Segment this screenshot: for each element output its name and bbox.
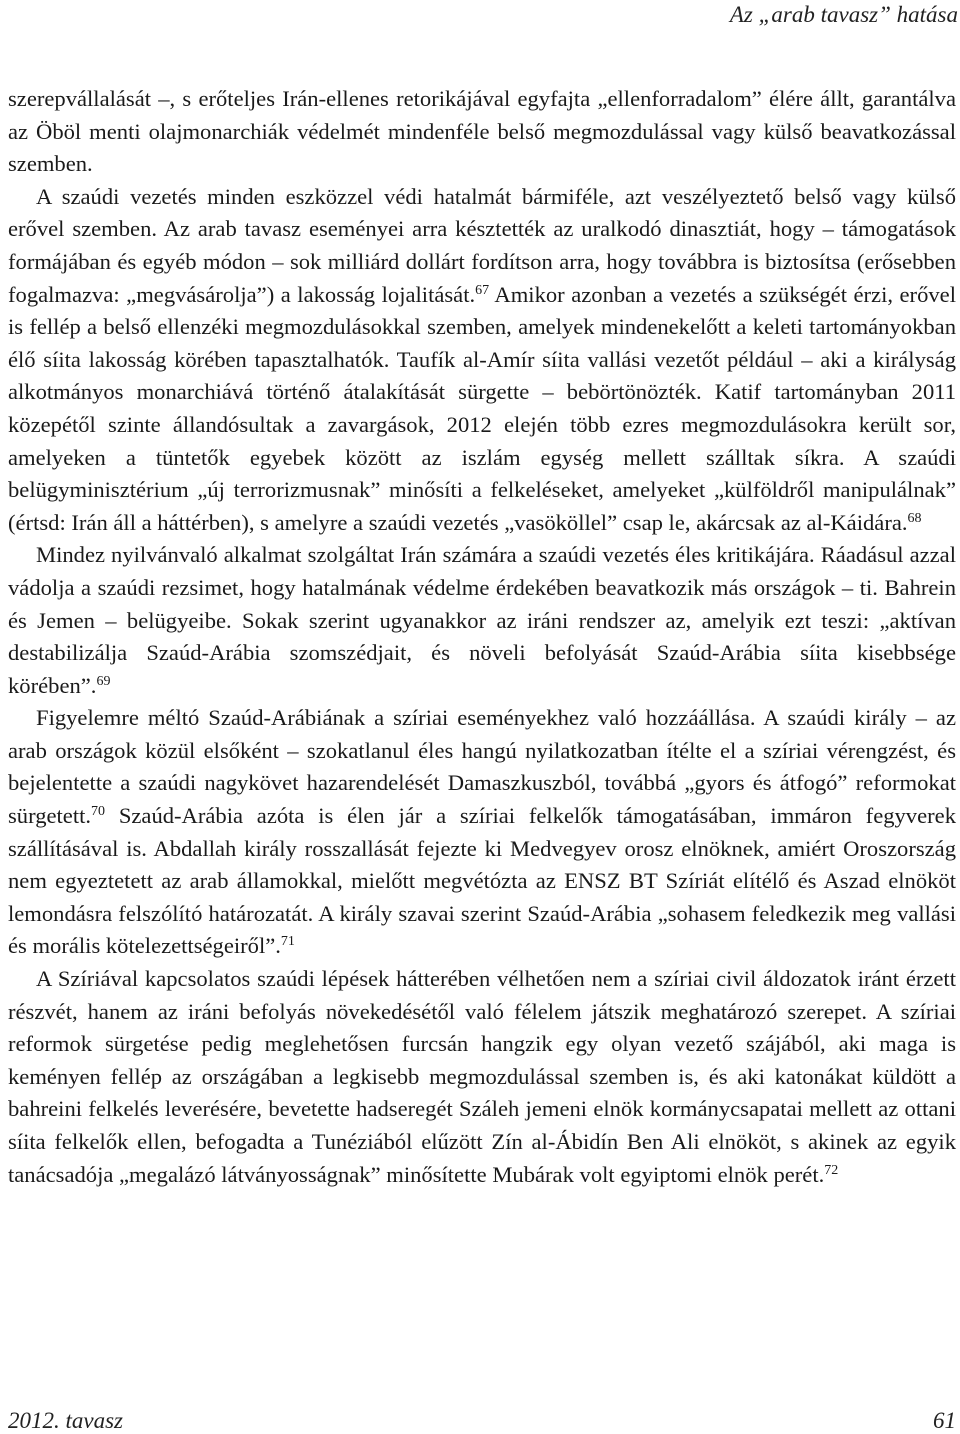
paragraph-text: Mindez nyilvánvaló alkalmat szolgáltat Irán számára a szaúdi vezetés éles kritikájára. Ráadásul azzal vádolja a szaúdi rezsimet, hogy hatalmának védelme érdekében beavatkozik más országok – ti. Bahrein és Jemen – belügyeibe. Sokak szerint ugyanakkor az iráni rendszer az, amelyik ezt teszi: „aktívan destabilizálja Szaúd-Arábia szomszédjait, és növeli befolyását Szaúd-Arábia síita kisebbsége körében”. xyxy=(8,542,956,698)
paragraph-text: Amikor azonban a vezetés a szükségét érzi, erővel is fellép a belső ellenzéki megmozdulásokkal szemben, amelyek mindenekelőtt a keleti tartományokban élő síita lakosság körében tapasztalhatók. Taufík al-Amír síita vallási vezetőt például – aki a királyság alkotmányos monarchiává történő átalakítását sürgette – bebörtönözték. Katif tartományban 2011 közepétől szinte állandósultak a zavargások, 2012 elején több ezres megmozdulásokra került sor, amelyeken a tüntetők egyebek között az iszlám egység mellett szálltak síkra. A szaúdi belügyminisztérium „új terrorizmusnak” minősíti a felkeléseket, amelyeket „külföldről manipulálnak” (értsd: Irán áll a háttérben), s amelyre a szaúdi vezetés „vasököllel” csap le, akárcsak az al-Káidára. xyxy=(8,281,956,535)
footnote-ref: 70 xyxy=(91,804,106,820)
paragraph xyxy=(8,963,956,1191)
paragraph xyxy=(8,539,956,702)
footnote-ref: 72 xyxy=(824,1162,839,1178)
paragraph-text: Figyelemre méltó Szaúd-Arábiának a szíriai eseményekhez való hozzáállása. A szaúdi király – az arab országok közül elsőként – szokatlanul éles hangú nyilatkozatban ítélte el a szíriai vérengzést, és bejelentette a szaúdi nagykövet hazarendelését Damaszkuszból, továbbá „gyors és átfogó” reformokat sürgetett. xyxy=(8,705,956,829)
paragraph xyxy=(8,83,956,181)
paragraph xyxy=(8,702,956,963)
body-text xyxy=(8,83,956,1191)
footnote-ref: 68 xyxy=(907,510,922,526)
footnote-ref: 71 xyxy=(280,934,295,950)
paragraph-text: A Szíriával kapcsolatos szaúdi lépések hátterében vélhetően nem a szíriai civil áldozatok iránt érzett részvét, hanem az iráni befolyás növekedésétől való félelem játszik meghatározó szerepet. A szíriai reformok sürgetése pedig meglehetősen furcsán hangzik egy olyan vezető szájából, aki maga is keményen fellép az országában a legkisebb megmozdulással szemben is, és aki katonákat küldött a bahreini felkelés leverésére, bevetette hadseregét Száleh jemeni elnök kormánycsapatai mellett az ottani síita felkelők ellen, befogadta a Tunéziából elűzött Zín al-Ábidín Ben Ali elnököt, s akinek az egyik tanácsadója „megalázó látványosságnak” minősítette Mubárak volt egyiptomi elnök perét. xyxy=(8,966,956,1187)
page-number: 61 xyxy=(933,1408,956,1433)
footnote-ref: 67 xyxy=(475,282,490,298)
footnote-ref: 69 xyxy=(96,673,111,689)
running-head: Az „arab tavasz” hatása xyxy=(729,2,958,27)
paragraph-text: szerepvállalását –, s erőteljes Irán-ellenes retorikájával egyfajta „ellenforradalom” élére állt, garantálva az Öböl menti olajmonarchiák védelmét mindenféle belső megmozdulással vagy külső beavatkozással szemben. xyxy=(8,86,956,177)
paragraph-text: A szaúdi vezetés minden eszközzel védi hatalmát bármiféle, azt veszélyeztető belső vagy külső erővel szemben. Az arab tavasz eseményei arra késztették az uralkodó dinasztiát, hogy – támogatások formájában és egyéb módon – sok milliárd dollárt fordítson arra, hogy továbbra is biztosítsa (erősebben fogalmazva: „megvásárolja”) a lakosság lojalitását. xyxy=(8,183,956,307)
paragraph-text: Szaúd-Arábia azóta is élen jár a szíriai felkelők támogatásában, immáron fegyverek szállításával is. Abdallah király rosszallását fejezte ki Medvegyev orosz elnöknek, amiért Oroszország nem egyeztetett az arab államokkal, mielőtt megvétózta az ENSZ BT Szíriát elítélő és Aszad elnököt lemondásra felszólító határozatát. A király szavai szerint Szaúd-Arábia „sohasem feledkezik meg vallási és morális kötelezettségeiről”. xyxy=(8,803,956,959)
issue-label: 2012. tavasz xyxy=(8,1408,123,1433)
paragraph xyxy=(8,181,956,540)
